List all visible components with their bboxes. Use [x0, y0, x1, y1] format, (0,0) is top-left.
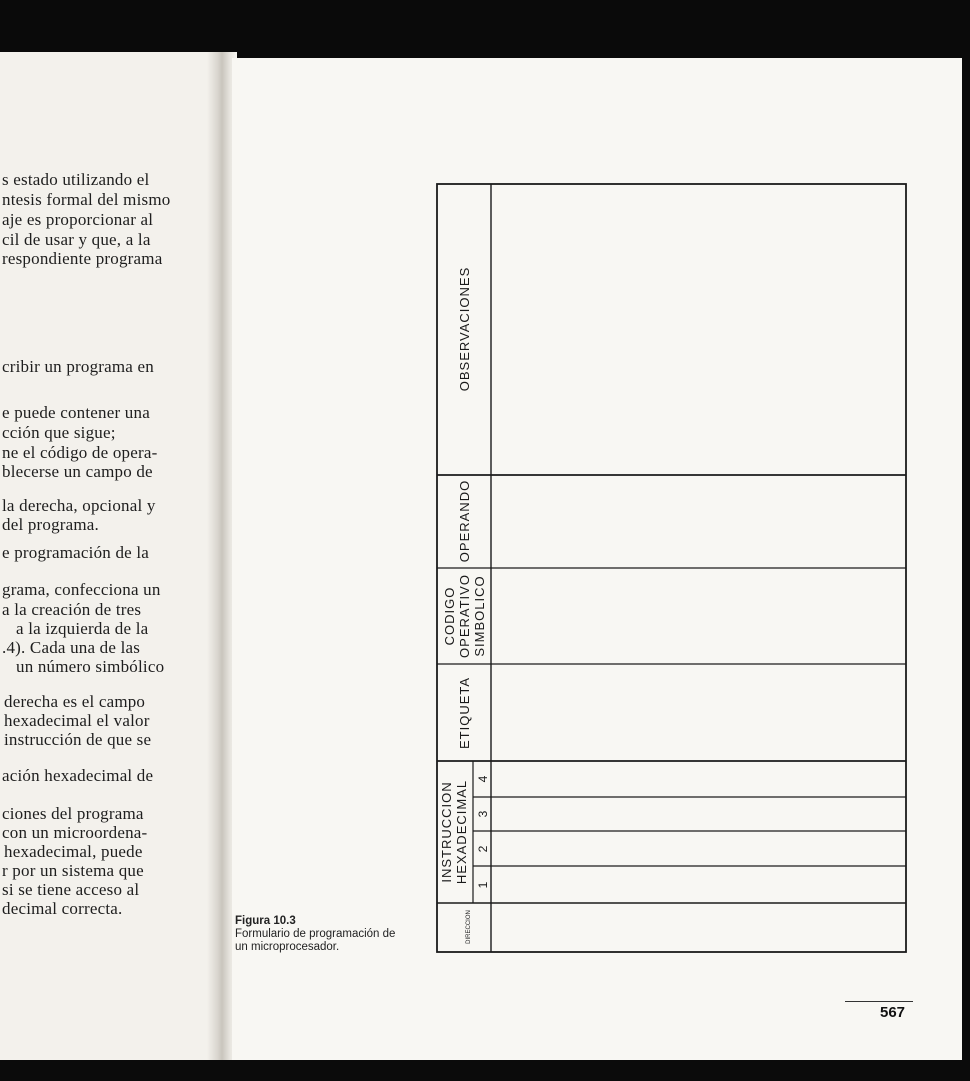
- text-line: la derecha, opcional y: [2, 496, 156, 515]
- text-line: aje es proporcionar al: [2, 210, 154, 229]
- text-line: grama, confecciona un: [2, 580, 161, 599]
- text-line: derecha es el campo: [4, 692, 146, 711]
- caption-title: Figura 10.3: [235, 915, 296, 927]
- figure-caption: [235, 915, 395, 954]
- digit-label: 1: [476, 881, 490, 889]
- caption-line: un microprocesador.: [235, 941, 340, 953]
- label-operativo: OPERATIVO: [457, 574, 472, 658]
- text-line: hexadecimal, puede: [4, 842, 143, 861]
- page-number-rule: [845, 1001, 913, 1002]
- text-line: .4). Cada una de las: [2, 638, 141, 657]
- text-line: blecerse un campo de: [2, 462, 153, 481]
- label-direccion: DIRECCION: [466, 910, 472, 944]
- label-observaciones: OBSERVACIONES: [457, 266, 472, 392]
- digit-label: 4: [476, 775, 490, 783]
- text-line: con un microordena-: [2, 823, 148, 842]
- text-line: cribir un programa en: [2, 357, 154, 376]
- text-line: a la izquierda de la: [16, 619, 149, 638]
- label-operando: OPERANDO: [457, 479, 472, 563]
- label-etiqueta: ETIQUETA: [457, 676, 472, 750]
- digit-label: 2: [476, 845, 490, 853]
- label-hexadecimal: HEXADECIMAL: [454, 779, 469, 885]
- text-line: decimal correcta.: [2, 899, 123, 918]
- text-line: cción que sigue;: [2, 423, 116, 442]
- text-line: del programa.: [2, 515, 100, 534]
- text-line: r por un sistema que: [2, 861, 144, 880]
- text-line: hexadecimal el valor: [4, 711, 150, 730]
- text-line: e puede contener una: [2, 403, 150, 422]
- label-codigo: CODIGO: [442, 586, 457, 646]
- scan-border: [0, 1060, 970, 1081]
- text-line: s estado utilizando el: [2, 170, 150, 189]
- text-line: ntesis formal del mismo: [2, 190, 171, 209]
- digit-label: 3: [476, 810, 490, 818]
- text-line: si se tiene acceso al: [2, 880, 140, 899]
- text-line: ación hexadecimal de: [2, 766, 154, 785]
- text-line: respondiente programa: [2, 249, 163, 268]
- text-line: ciones del programa: [2, 804, 144, 823]
- label-instruccion: INSTRUCCION: [439, 781, 454, 883]
- text-line: a la creación de tres: [2, 600, 142, 619]
- label-simbolico: SIMBOLICO: [472, 575, 487, 657]
- text-line: cil de usar y que, a la: [2, 230, 151, 249]
- text-line: e programación de la: [2, 543, 150, 562]
- caption-line: Formulario de programación de: [235, 928, 396, 940]
- text-line: un número simbólico: [16, 657, 165, 676]
- text-line: ne el código de opera-: [2, 443, 158, 462]
- text-line: instrucción de que se: [4, 730, 152, 749]
- page-number: 567: [880, 1004, 906, 1021]
